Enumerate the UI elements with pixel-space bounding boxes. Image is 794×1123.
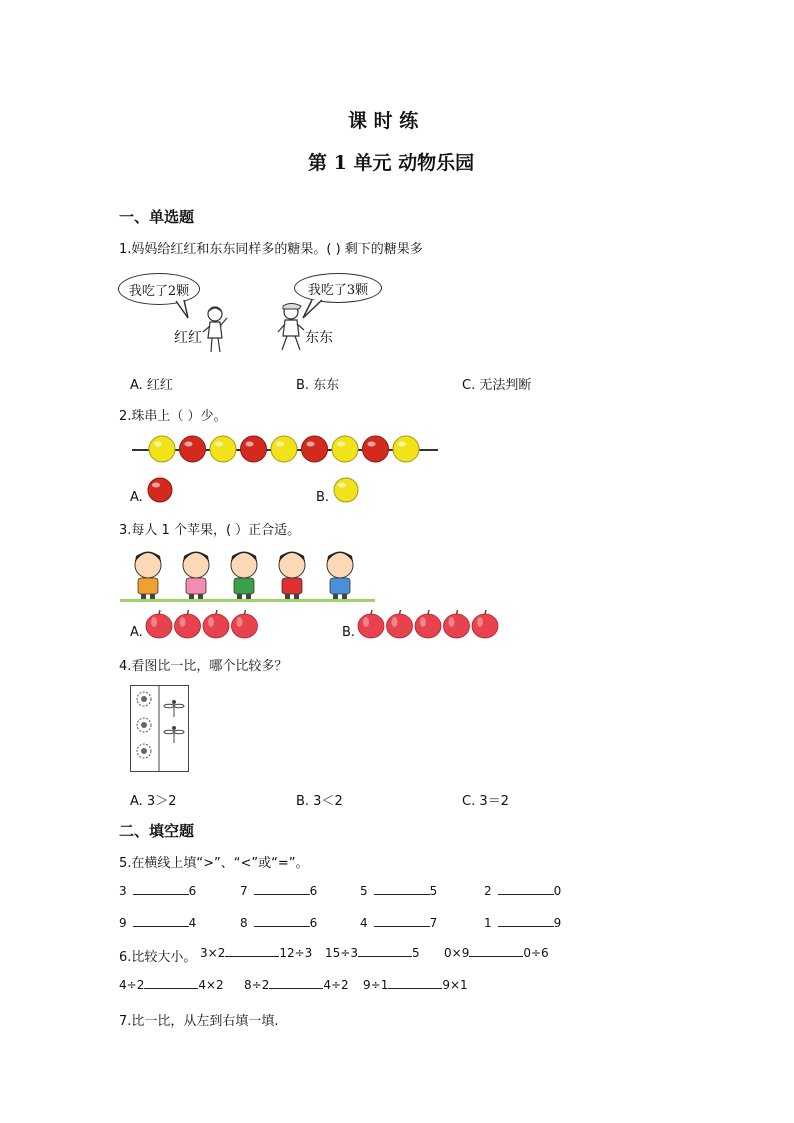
apple-icon [358, 610, 384, 638]
answer-blank[interactable] [358, 946, 412, 957]
red-bead [180, 436, 206, 462]
question-7-text: 7.比一比，从左到右填一填. [119, 1014, 279, 1029]
q3-option-a[interactable]: A. [130, 625, 143, 640]
answer-blank[interactable] [374, 884, 430, 895]
compare-left-value: 1 [484, 916, 492, 930]
compare-item [360, 916, 437, 930]
q4-option-c[interactable]: C. 3＝2 [462, 794, 509, 809]
child-icon [231, 552, 257, 599]
compare-left-value: 9 [119, 916, 127, 930]
red-bead-icon [147, 477, 173, 503]
answer-blank[interactable] [498, 916, 554, 927]
yellow-bead [149, 436, 175, 462]
question-1-text: 1.妈妈给红红和东东同样多的糖果。( ) 剩下的糖果多 [119, 242, 423, 257]
q1-option-a[interactable]: A. 红红 [130, 378, 173, 393]
answer-blank[interactable] [254, 916, 310, 927]
apple-icon [387, 610, 413, 638]
child-icon [183, 552, 209, 599]
apple-icon [415, 610, 441, 638]
question-4-text: 4.看图比一比，哪个比较多？ [119, 659, 288, 674]
compare-left-value: 2 [484, 884, 492, 898]
compare-right-value: 0 [553, 884, 562, 898]
compare-right-value: 9 [553, 916, 562, 930]
compare-right-expr: 4×2 [198, 978, 224, 992]
compare-left-value: 3 [119, 884, 127, 898]
yellow-bead-icon [333, 477, 359, 503]
compare-left-expr: 8÷2 [244, 978, 270, 992]
apple-icon [472, 610, 498, 638]
compare-item [363, 978, 468, 992]
compare-right-value: 5 [429, 884, 438, 898]
compare-item [200, 946, 312, 960]
yellow-bead [210, 436, 236, 462]
child-icon [135, 552, 161, 599]
compare-right-value: 6 [188, 884, 197, 898]
compare-item [244, 978, 349, 992]
name-left: 红红 [174, 330, 202, 346]
compare-item [444, 946, 549, 960]
speech-bubble-left: 我吃了2颗 [118, 273, 200, 305]
speech-bubble-right: 我吃了3颗 [294, 273, 382, 303]
name-right: 东东 [305, 330, 333, 346]
compare-right-expr: 12÷3 [279, 946, 313, 960]
yellow-bead [393, 436, 419, 462]
q1-option-b[interactable]: B. 东东 [296, 378, 340, 393]
section-single-choice-heading: 一、单选题 [119, 208, 195, 226]
apple-icon [444, 610, 470, 638]
compare-left-expr: 3×2 [200, 946, 226, 960]
compare-item [240, 884, 317, 898]
compare-item [484, 916, 561, 930]
girl-sketch-icon [200, 304, 230, 356]
answer-blank[interactable] [133, 916, 189, 927]
compare-item [360, 884, 437, 898]
compare-item [484, 884, 561, 898]
q2-option-a[interactable]: A. [130, 490, 143, 505]
question-6-label: 6.比较大小。 [119, 950, 197, 965]
child-icon [279, 552, 305, 599]
compare-right-value: 6 [309, 916, 318, 930]
q4-option-a[interactable]: A. 3＞2 [130, 794, 177, 809]
compare-left-expr: 9÷1 [363, 978, 389, 992]
compare-right-expr: 0÷6 [523, 946, 549, 960]
yellow-bead [271, 436, 297, 462]
compare-item [325, 946, 420, 960]
apple-icon [203, 610, 229, 638]
apple-icon [232, 610, 258, 638]
compare-left-value: 5 [360, 884, 368, 898]
compare-right-value: 6 [309, 884, 318, 898]
red-bead [363, 436, 389, 462]
yellow-bead [332, 436, 358, 462]
compare-right-value: 7 [429, 916, 438, 930]
compare-item [119, 916, 196, 930]
answer-blank[interactable] [498, 884, 554, 895]
q4-option-b[interactable]: B. 3＜2 [296, 794, 343, 809]
unit-title: 第 1 单元 动物乐园 [308, 152, 475, 174]
compare-left-expr: 4÷2 [119, 978, 145, 992]
section-fill-blank-heading: 二、填空题 [119, 822, 195, 840]
question-3-text: 3.每人 1 个苹果，( ）正合适。 [119, 523, 301, 538]
q1-option-c[interactable]: C. 无法判断 [462, 378, 532, 393]
red-bead [302, 436, 328, 462]
child-icon [327, 552, 353, 599]
compare-right-expr: 5 [411, 946, 420, 960]
compare-right-value: 4 [188, 916, 197, 930]
page-title: 课 时 练 [348, 110, 419, 132]
boy-sketch-icon [276, 300, 306, 356]
q3-apples-b [0, 0, 1, 1]
compare-left-expr: 0×9 [444, 946, 470, 960]
answer-blank[interactable] [133, 884, 189, 895]
q2-option-b[interactable]: B. [316, 490, 330, 505]
answer-blank[interactable] [144, 978, 198, 989]
answer-blank[interactable] [254, 884, 310, 895]
question-5-text: 5.在横线上填“>”、“<”或“=”。 [119, 856, 309, 871]
compare-right-expr: 9×1 [442, 978, 468, 992]
answer-blank[interactable] [269, 978, 323, 989]
compare-left-value: 4 [360, 916, 368, 930]
compare-left-expr: 15÷3 [325, 946, 358, 960]
answer-blank[interactable] [469, 946, 523, 957]
answer-blank[interactable] [374, 916, 430, 927]
answer-blank[interactable] [225, 946, 279, 957]
answer-blank[interactable] [388, 978, 442, 989]
compare-item [240, 916, 317, 930]
compare-left-value: 7 [240, 884, 248, 898]
compare-item [119, 978, 224, 992]
red-bead [241, 436, 267, 462]
q3-option-b[interactable]: B. [342, 625, 356, 640]
compare-right-expr: 4÷2 [323, 978, 349, 992]
apple-icon [175, 610, 201, 638]
apple-icon [146, 610, 172, 638]
comparison-box [130, 685, 190, 773]
compare-left-value: 8 [240, 916, 248, 930]
compare-item [119, 884, 196, 898]
question-2-text: 2.珠串上（ ）少。 [119, 409, 227, 424]
